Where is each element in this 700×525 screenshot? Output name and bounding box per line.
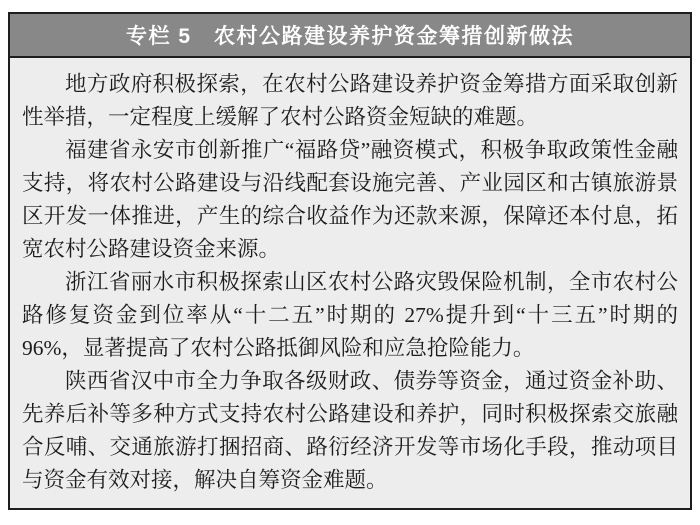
paragraph-shaanxi: 陕西省汉中市全力争取各级财政、债券等资金，通过资金补助、先养后补等多种方式支持农村公路建设和养护，同时积极探索交旅融合反哺、交通旅游打捆招商、路衍经济开发等市场化手段，推动项目与资金有效对接，解决自筹资金难题。 <box>22 369 678 492</box>
paragraph-fujian: 福建省永安市创新推广“福路贷”融资模式，积极争取政策性金融支持，将农村公路建设与沿线配套设施完善、产业园区和古镇旅游景区开发一体推进，产生的综合收益作为还款来源，保障还本付息，拓宽农村公路建设资金来源。 <box>22 138 678 261</box>
boxed-column-panel <box>8 12 692 510</box>
column-body <box>10 58 690 508</box>
column-title-bar <box>10 14 690 58</box>
column-title: 专栏 5 农村公路建设养护资金筹措创新做法 <box>125 25 574 48</box>
paragraph-zhejiang: 浙江省丽水市积极探索山区农村公路灾毁保险机制，全市农村公路修复资金到位率从“十二五”时期的 27%提升到“十三五”时期的 96%，显著提高了农村公路抵御风险和应急抢险能力。 <box>22 270 678 360</box>
paragraph-intro: 地方政府积极探索，在农村公路建设养护资金筹措方面采取创新性举措，一定程度上缓解了农村公路资金短缺的难题。 <box>22 72 678 129</box>
